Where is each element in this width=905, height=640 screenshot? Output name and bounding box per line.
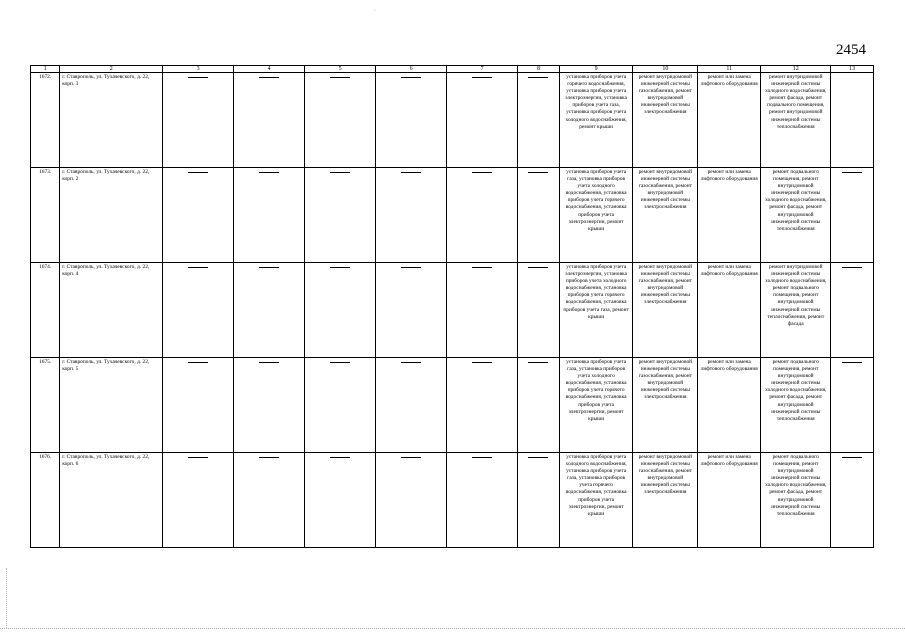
- dash-line: [330, 77, 350, 78]
- table-row: [31, 168, 874, 263]
- empty-dash-cell: [305, 263, 376, 358]
- dash-line: [472, 172, 492, 173]
- empty-dash-cell: [447, 73, 518, 168]
- dash-line: [842, 362, 862, 363]
- dash-line: [330, 362, 350, 363]
- empty-dash-cell: [376, 168, 447, 263]
- address: г. Ставрополь, ул. Тухачевского, д. 22, корп. 4: [60, 263, 163, 358]
- empty-dash-cell: [518, 73, 560, 168]
- address: г. Ставрополь, ул. Тухачевского, д. 22, корп. 5: [60, 358, 163, 453]
- empty-dash-cell: [447, 358, 518, 453]
- works-col-12: ремонт внутридомовой инженерной системы холодного водоснабжения, ремонт подвального помещения, ремонт внутридомовой инженерной системы теплоснабжения, ремонт фасада: [761, 263, 831, 358]
- register-table: [30, 65, 874, 548]
- column-number: 6: [376, 66, 447, 73]
- dash-line: [472, 267, 492, 268]
- empty-dash-cell: [234, 263, 305, 358]
- dash-line: [259, 457, 279, 458]
- dash-line: [259, 362, 279, 363]
- col-13: [831, 358, 874, 453]
- empty-dash-cell: [163, 73, 234, 168]
- table-row: [31, 358, 874, 453]
- dash-line: [401, 457, 421, 458]
- dash-line: [259, 267, 279, 268]
- column-number: 1: [31, 66, 60, 73]
- empty-dash-cell: [447, 453, 518, 548]
- stray-mark: ·: [374, 8, 376, 14]
- empty-dash-cell: [305, 453, 376, 548]
- empty-dash-cell: [376, 358, 447, 453]
- address: г. Ставрополь, ул. Тухачевского, д. 22, корп. 3: [60, 73, 163, 168]
- column-number: 5: [305, 66, 376, 73]
- scan-artifact: [0, 628, 905, 633]
- empty-dash-cell: [376, 453, 447, 548]
- empty-dash-cell: [234, 73, 305, 168]
- column-number: 3: [163, 66, 234, 73]
- dash-line: [188, 77, 208, 78]
- column-number: 4: [234, 66, 305, 73]
- empty-dash-cell: [376, 263, 447, 358]
- dash-line: [188, 362, 208, 363]
- row-number: 1676.: [31, 453, 60, 548]
- dash-line: [842, 172, 862, 173]
- works-col-10: ремонт внутридомовой инженерной системы газоснабжения, ремонт внутридомовой инженерной системы электроснабжения: [633, 73, 698, 168]
- dash-line: [472, 362, 492, 363]
- dash-line: [528, 77, 548, 78]
- dash-line: [842, 457, 862, 458]
- works-col-9: установка приборов учета газа, установка приборов учета холодного водоснабжения, установка приборов учета горячего водоснабжения, установка приборов учета электроэнергии, ремонт крыши: [559, 168, 633, 263]
- column-number: 8: [518, 66, 560, 73]
- dash-line: [472, 77, 492, 78]
- table-row: [31, 73, 874, 168]
- works-col-10: ремонт внутридомовой инженерной системы газоснабжения, ремонт внутридомовой инженерной системы электроснабжения: [633, 358, 698, 453]
- column-number: 13: [831, 66, 874, 73]
- works-col-12: ремонт подвального помещения, ремонт внутридомовой инженерной системы холодного водоснабжения, ремонт фасада, ремонт внутридомовой инженерной системы теплоснабжения: [761, 358, 831, 453]
- page-number: 2454: [836, 42, 866, 58]
- empty-dash-cell: [234, 358, 305, 453]
- dash-line: [401, 362, 421, 363]
- column-number: 11: [698, 66, 761, 73]
- empty-dash-cell: [163, 453, 234, 548]
- row-number: 1672.: [31, 73, 60, 168]
- dash-line: [842, 267, 862, 268]
- dash-line: [528, 267, 548, 268]
- column-number: 7: [447, 66, 518, 73]
- empty-dash-cell: [518, 453, 560, 548]
- empty-dash-cell: [234, 453, 305, 548]
- empty-dash-cell: [163, 168, 234, 263]
- col-13: [831, 453, 874, 548]
- empty-dash-cell: [518, 168, 560, 263]
- scan-artifact: [6, 568, 8, 628]
- dash-line: [401, 77, 421, 78]
- empty-dash-cell: [447, 263, 518, 358]
- dash-line: [401, 267, 421, 268]
- empty-dash-cell: [518, 358, 560, 453]
- works-col-11: ремонт или замена лифтового оборудования: [698, 168, 761, 263]
- dash-line: [472, 457, 492, 458]
- column-number-row: [31, 66, 874, 73]
- column-number: 9: [559, 66, 633, 73]
- col-13: [831, 263, 874, 358]
- col-13: [831, 168, 874, 263]
- address: г. Ставрополь, ул. Тухачевского, д. 22, корп. 2: [60, 168, 163, 263]
- empty-dash-cell: [518, 263, 560, 358]
- works-col-11: ремонт или замена лифтового оборудования: [698, 358, 761, 453]
- dash-line: [528, 172, 548, 173]
- works-col-12: ремонт подвального помещения, ремонт внутридомовой инженерной системы холодного водоснабжения, ремонт фасада, ремонт внутридомовой инженерной системы теплоснабжения: [761, 453, 831, 548]
- dash-line: [330, 172, 350, 173]
- works-col-9: установка приборов учета электроэнергии, установка приборов учета холодного водоснабжения, установка приборов учета горячего водоснабжения, установка приборов учета газа, ремонт крыши: [559, 263, 633, 358]
- works-col-12: ремонт внутридомовой инженерной системы холодного водоснабжения, ремонт фасада, ремонт подвального помещения, ремонт внутридомовой инженерной системы теплоснабжения: [761, 73, 831, 168]
- table-row: [31, 453, 874, 548]
- address: г. Ставрополь, ул. Тухачевского, д. 22, корп. 6: [60, 453, 163, 548]
- works-col-9: установка приборов учета газа, установка приборов учета холодного водоснабжения, установка приборов учета горячего водоснабжения, установка приборов учета электроэнергии, ремонт крыши: [559, 358, 633, 453]
- empty-dash-cell: [163, 263, 234, 358]
- empty-dash-cell: [305, 73, 376, 168]
- dash-line: [528, 362, 548, 363]
- col-13: [831, 73, 874, 168]
- dash-line: [330, 457, 350, 458]
- works-col-10: ремонт внутридомовой инженерной системы газоснабжения, ремонт внутридомовой инженерной системы электроснабжения: [633, 263, 698, 358]
- row-number: 1675.: [31, 358, 60, 453]
- dash-line: [401, 172, 421, 173]
- dash-line: [528, 457, 548, 458]
- dash-line: [259, 77, 279, 78]
- works-col-11: ремонт или замена лифтового оборудования: [698, 453, 761, 548]
- dash-line: [188, 267, 208, 268]
- dash-line: [188, 172, 208, 173]
- table-row: [31, 263, 874, 358]
- column-number: 10: [633, 66, 698, 73]
- dash-line: [188, 457, 208, 458]
- works-col-10: ремонт внутридомовой инженерной системы газоснабжения, ремонт внутридомовой инженерной системы электроснабжения: [633, 453, 698, 548]
- dash-line: [259, 172, 279, 173]
- empty-dash-cell: [447, 168, 518, 263]
- dash-line: [330, 267, 350, 268]
- empty-dash-cell: [163, 358, 234, 453]
- works-col-11: ремонт или замена лифтового оборудования: [698, 73, 761, 168]
- works-col-12: ремонт подвального помещения, ремонт внутридомовой инженерной системы холодного водоснабжения, ремонт фасада, ремонт внутридомовой инженерной системы теплоснабжения: [761, 168, 831, 263]
- empty-dash-cell: [305, 168, 376, 263]
- works-col-10: ремонт внутридомовой инженерной системы газоснабжения, ремонт внутридомовой инженерной системы электроснабжения: [633, 168, 698, 263]
- works-col-9: установка приборов учета холодного водоснабжения, установка приборов учета газа, установка приборов учета горячего водоснабжения, установка приборов учета электроэнергии, ремонт крыши: [559, 453, 633, 548]
- column-number: 12: [761, 66, 831, 73]
- works-col-11: ремонт или замена лифтового оборудования: [698, 263, 761, 358]
- empty-dash-cell: [305, 358, 376, 453]
- empty-dash-cell: [234, 168, 305, 263]
- empty-dash-cell: [376, 73, 447, 168]
- works-col-9: установка приборов учета горячего водоснабжения, установка приборов учета электроэнергии, установка приборов учета газа, установка приборов учета холодного водоснабжения, ремонт крыши: [559, 73, 633, 168]
- column-number: 2: [60, 66, 163, 73]
- row-number: 1674.: [31, 263, 60, 358]
- row-number: 1673.: [31, 168, 60, 263]
